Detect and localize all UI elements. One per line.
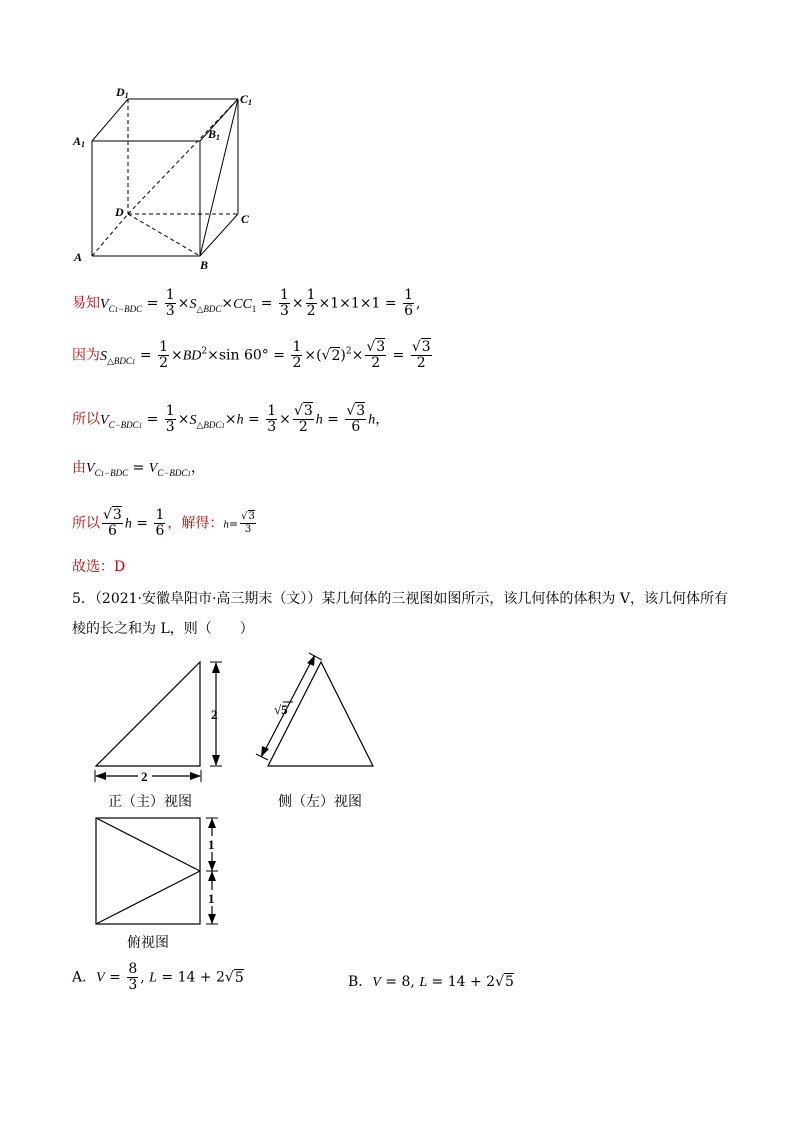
line3-prefix: 所以 xyxy=(72,411,100,428)
side-slant-dimension xyxy=(262,656,314,756)
top-arrow-1 xyxy=(208,818,216,828)
front-height-arrow-top xyxy=(212,662,220,673)
line4-prefix: 由 xyxy=(72,460,86,476)
label-B1: B1 xyxy=(208,127,221,142)
line5-prefix: 所以 xyxy=(72,515,100,532)
line2-prefix: 因为 xyxy=(72,347,100,364)
hidden-D-C1 xyxy=(128,99,238,214)
solution-line-4: 由$V_{C1-BDC} = V_{C-BDC1}$， xyxy=(72,460,205,478)
front-width-arrow-left xyxy=(95,772,106,780)
question-5-line-2: 棱的长之和为 L，则（ ） xyxy=(72,621,254,637)
diag-B-C1 xyxy=(200,99,238,256)
top-view-line-upper xyxy=(96,818,200,871)
option-B[interactable]: B．V = 8, L = 14 + 2√5 xyxy=(348,974,514,990)
solution-line-1: 易知$V_{C1-BDC}$ = $\frac{1}{3}$ $\times S_{\triangle BDC}\times CC_1$ = $\frac{1}{3}$ × $\frac{1}{2}$ ×1×1×1 = $\frac{1}{6}$ , xyxy=(72,287,421,319)
top-arrow-2 xyxy=(208,861,216,871)
option-A-label: A． xyxy=(72,969,97,986)
solution-line-3: 所以$V_{C-BDC1}$ = $\frac{1}{3}$ $\times S_{\triangle BDC1}\times h$ = $\frac{1}{3}$ × $\frac{√3}{2}$ h = $\frac{√3}{6}$ h， xyxy=(72,403,390,435)
side-view xyxy=(248,650,388,775)
label-D: D xyxy=(115,205,124,219)
label-A1: A1 xyxy=(73,134,86,149)
front-height-arrow-bottom xyxy=(212,755,220,766)
top-dim-upper-label: 1 xyxy=(208,837,215,852)
top-arrow-3 xyxy=(208,871,216,881)
line1-prefix: 易知 xyxy=(72,295,100,312)
hidden-A-D xyxy=(92,214,128,256)
answer-line: 故选：D xyxy=(72,559,126,575)
line5-mid: ，解得： xyxy=(167,515,224,532)
solution-line-5: 所以 $\frac{√3}{6}$ h = $\frac{1}{6}$ ，解得：h= $\frac{√3}{3}$ xyxy=(72,507,255,539)
question-5-line-1: 5．（2021·安徽阜阳市·高三期末（文））某几何体的三视图如图所示，该几何体的体积为 V，该几何体所有 xyxy=(72,591,728,607)
top-view-square xyxy=(96,818,200,924)
top-view xyxy=(88,812,238,932)
front-view-caption: 正（主）视图 xyxy=(108,794,192,810)
edge-A1-D1 xyxy=(92,99,128,141)
side-slant-arrow-bottom xyxy=(261,746,269,757)
option-A[interactable]: A．V = $\frac{8}{3}$ , L = 14 + 2√5 xyxy=(72,961,244,993)
option-B-label: B． xyxy=(348,974,373,990)
sqrt-sign: √ xyxy=(274,702,282,717)
top-view-caption: 俯视图 xyxy=(127,935,169,951)
cube-figure xyxy=(60,85,280,275)
hidden-D-B xyxy=(128,214,200,256)
front-view-triangle xyxy=(96,662,200,766)
solution-line-2: 因为$S_{\triangle BDC1}$ = $\frac{1}{2}$ $\times BD^2\times\sin$ 60° = $\frac{1}{2}$ $\times(√2)^2\times$ $\frac{√3}{2}$ = $\frac{√3}{2}$ xyxy=(72,339,431,371)
label-C1: C1 xyxy=(240,92,253,107)
label-D1: D1 xyxy=(116,85,129,100)
front-height-label: 2 xyxy=(211,707,218,722)
front-width-arrow-right xyxy=(190,772,201,780)
label-B: B xyxy=(200,258,209,272)
top-view-line-lower xyxy=(96,871,200,924)
label-C: C xyxy=(241,212,250,226)
label-A: A xyxy=(74,250,83,264)
side-slant-label: √5 xyxy=(274,702,288,717)
side-slant-arrow-top xyxy=(307,655,315,666)
front-width-label: 2 xyxy=(141,769,148,784)
edge-B-C xyxy=(200,214,238,256)
front-view xyxy=(88,655,238,790)
side-view-caption: 侧（左）视图 xyxy=(278,794,362,810)
side-slant-tick-top xyxy=(309,653,322,660)
top-arrow-4 xyxy=(208,914,216,924)
top-dim-lower-label: 1 xyxy=(208,891,215,906)
